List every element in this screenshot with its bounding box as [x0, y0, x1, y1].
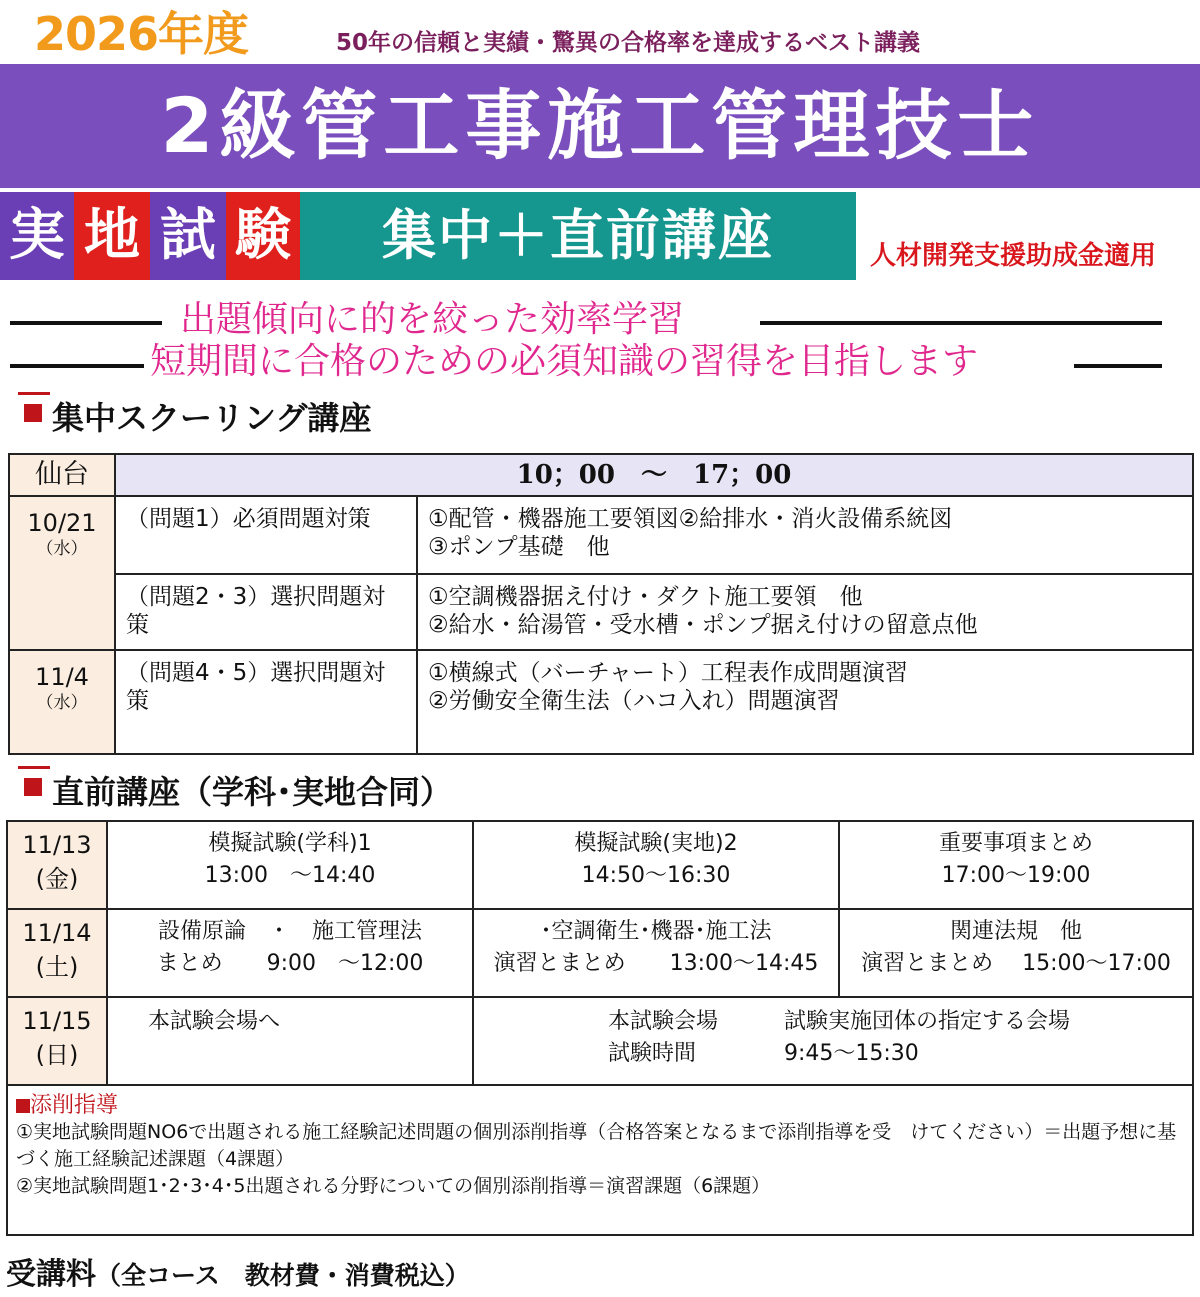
- schedule-title: 本試験会場 試験実施団体の指定する会場: [608, 1009, 1071, 1034]
- date-text: 10/21: [27, 509, 97, 537]
- exam-char-3: 試: [150, 192, 226, 280]
- schedule-title: 重要事項まとめ: [938, 831, 1093, 856]
- section-square-icon: [24, 778, 42, 796]
- date-cell: [7, 997, 107, 1085]
- content-line: ①横線式（バーチャート）工程表作成問題演習: [428, 660, 908, 686]
- schedule-time: 演習とまとめ 15:00～17:00: [861, 951, 1171, 976]
- slogan-2: 短期間に合格のための必須知識の習得を目指します: [150, 341, 979, 382]
- divider-line: [10, 321, 162, 325]
- time-cell: 10；00 ～ 17；00: [115, 454, 1193, 496]
- schedule-title: 模擬試験(学科)1: [208, 831, 372, 856]
- exam-char-4: 験: [226, 192, 300, 280]
- topic-cell: （問題4・5）選択問題対策: [115, 650, 417, 754]
- course-title: 集中＋直前講座: [300, 192, 856, 280]
- section-square-icon: [24, 404, 42, 422]
- schedule-time: 試験時間 9:45～15:30: [608, 1041, 919, 1066]
- date-text: 11/15: [22, 1007, 92, 1035]
- weekday-text: （水）: [36, 539, 88, 559]
- topic-cell: （問題1）必須問題対策: [115, 496, 417, 574]
- slogan-1: 出題傾向に的を絞った効率学習: [180, 299, 685, 340]
- table-row: [7, 821, 1193, 909]
- schedule-time: 17:00～19:00: [941, 863, 1091, 888]
- city-cell: 仙台: [9, 454, 115, 496]
- schedule-time: 演習とまとめ 13:00～14:45: [493, 951, 819, 976]
- note-heading-text: 添削指導: [30, 1093, 119, 1118]
- note-line: ②実地試験問題1･2･3･4･5出題される分野についての個別添削指導＝演習課題（6課題）: [16, 1175, 771, 1197]
- schedule-title: 関連法規 他: [949, 919, 1082, 944]
- weekday-text: (土): [35, 953, 79, 981]
- schedule-time: 14:50～16:30: [581, 863, 731, 888]
- tagline: 50年の信頼と実績・驚異の合格率を達成するベスト講義: [336, 30, 921, 56]
- schedule-cell: [839, 909, 1193, 997]
- exam-char-2: 地: [74, 192, 150, 280]
- schedule-title: ･空調衛生･機器･施工法: [540, 919, 772, 944]
- table-row: [7, 1085, 1193, 1235]
- date-text: 11/14: [22, 919, 92, 947]
- divider-line: [10, 364, 144, 368]
- table-row: [9, 496, 1193, 574]
- divider-line: [1074, 364, 1162, 368]
- content-line: ①空調機器据え付け・ダクト施工要領 他: [428, 584, 863, 610]
- schedule-time: 13:00 ～14:40: [204, 863, 376, 888]
- content-line: ②労働安全衛生法（ハコ入れ）問題演習: [428, 688, 840, 714]
- schooling-table: [8, 453, 1194, 755]
- divider-line: [760, 321, 1162, 325]
- date-cell: [9, 496, 115, 650]
- year-label: 2026年度: [34, 7, 249, 61]
- final-course-table: [6, 820, 1194, 1236]
- exam-char-1: 実: [0, 192, 74, 280]
- content-line: ②給水・給湯管・受水槽・ポンプ据え付けの留意点他: [428, 612, 978, 638]
- table-row: [9, 650, 1193, 754]
- table-row: [7, 997, 1193, 1085]
- section-mark: [18, 766, 50, 769]
- fee-label: 受講料: [6, 1257, 96, 1292]
- fee-note: （全コース 教材費・消費税込）: [96, 1261, 470, 1290]
- schedule-cell: [107, 997, 473, 1085]
- schedule-cell: [107, 821, 473, 909]
- weekday-text: （水）: [36, 693, 88, 713]
- content-cell: [417, 650, 1193, 754]
- schedule-cell: [473, 909, 839, 997]
- schedule-cell: [473, 997, 1193, 1085]
- schedule-time: まとめ 9:00 ～12:00: [156, 951, 424, 976]
- note-heading: [16, 1092, 1184, 1119]
- note-line: ①実地試験問題NO6で出題される施工経験記述問題の個別添削指導（合格答案となるまで添削指導を受 けてください）＝出題予想に基づく施工経験記述課題（4課題）: [16, 1121, 1177, 1170]
- schedule-title: 模擬試験(実地)2: [574, 831, 738, 856]
- fee-heading: [6, 1254, 470, 1297]
- section-heading-final: 直前講座（学科･実地合同）: [52, 773, 453, 811]
- section-square-icon: [16, 1099, 30, 1113]
- table-row: [7, 909, 1193, 997]
- schedule-title: 設備原論 ・ 施工管理法: [157, 919, 422, 944]
- table-row: [9, 454, 1193, 496]
- date-cell: [7, 909, 107, 997]
- schedule-title: 本試験会場へ: [148, 1009, 281, 1034]
- content-cell: [417, 496, 1193, 574]
- date-text: 11/13: [22, 831, 92, 859]
- schedule-cell: [839, 821, 1193, 909]
- section-heading-schooling: 集中スクーリング講座: [52, 399, 372, 437]
- schedule-cell: [473, 821, 839, 909]
- content-line: ③ポンプ基礎 他: [428, 534, 610, 560]
- topic-cell: （問題2・3）選択問題対策: [115, 574, 417, 650]
- table-row: [9, 574, 1193, 650]
- date-text: 11/4: [35, 663, 89, 691]
- subsidy-label: 人材開発支援助成金適用: [870, 241, 1157, 271]
- content-cell: [417, 574, 1193, 650]
- content-line: ①配管・機器施工要領図②給排水・消火設備系統図: [428, 506, 953, 532]
- date-cell: [9, 650, 115, 754]
- date-cell: [7, 821, 107, 909]
- weekday-text: (金): [35, 865, 79, 893]
- correction-note: [7, 1085, 1193, 1235]
- section-mark: [18, 392, 50, 395]
- page-title: 2級管工事施工管理技士: [0, 64, 1200, 188]
- schedule-cell: [107, 909, 473, 997]
- weekday-text: (日): [35, 1041, 79, 1069]
